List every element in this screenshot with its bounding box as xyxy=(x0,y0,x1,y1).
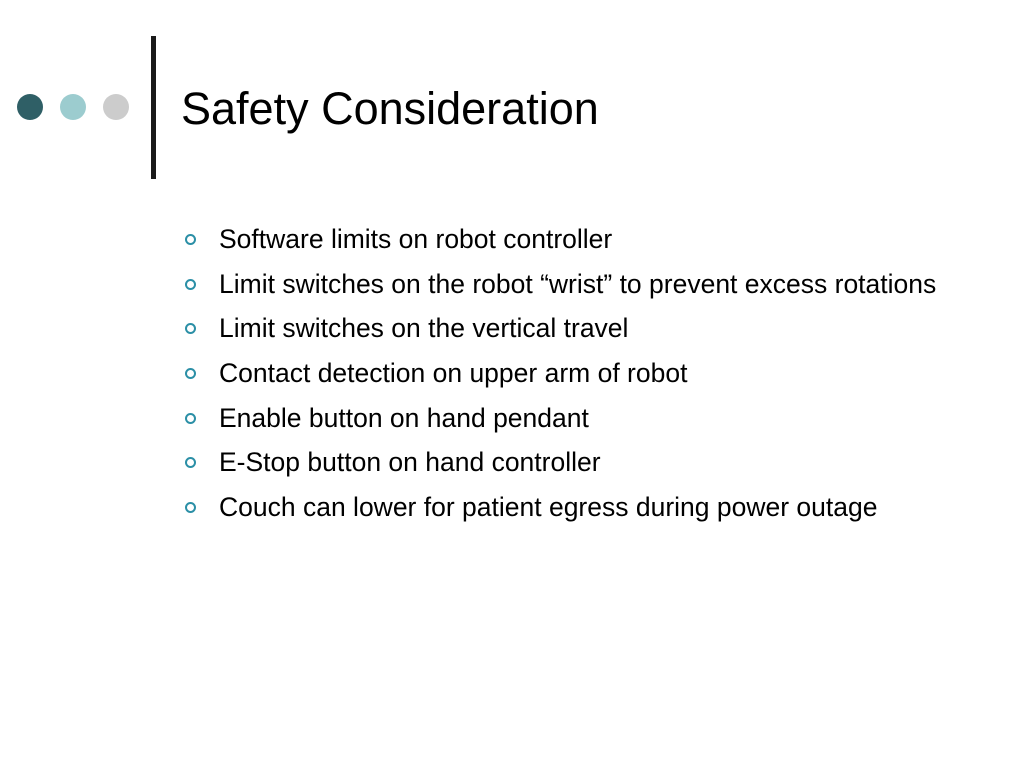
bullet-text: E-Stop button on hand controller xyxy=(219,447,601,478)
hollow-circle-bullet-icon xyxy=(185,234,196,245)
bullet-text: Limit switches on the vertical travel xyxy=(219,313,629,344)
bullet-item xyxy=(182,221,962,258)
hollow-circle-bullet-icon xyxy=(185,457,196,468)
slide-title: Safety Consideration xyxy=(181,83,599,134)
bullet-item xyxy=(182,310,962,347)
bullet-text: Contact detection on upper arm of robot xyxy=(219,358,688,389)
hollow-circle-bullet-icon xyxy=(185,323,196,334)
bullet-item xyxy=(182,444,962,481)
bullet-text: Enable button on hand pendant xyxy=(219,402,589,433)
dot-grey-icon xyxy=(103,94,129,120)
hollow-circle-bullet-icon xyxy=(185,368,196,379)
bullet-text: Software limits on robot controller xyxy=(219,224,613,254)
dot-teal-icon xyxy=(60,94,86,120)
hollow-circle-bullet-icon xyxy=(185,502,196,513)
bullet-list xyxy=(182,221,962,534)
bullet-item xyxy=(182,266,962,303)
hollow-circle-bullet-icon xyxy=(185,279,196,290)
bullet-item xyxy=(182,355,962,392)
bullet-item xyxy=(182,489,962,526)
hollow-circle-bullet-icon xyxy=(185,413,196,424)
bullet-text: Limit switches on the robot “wrist” to prevent excess rotations xyxy=(219,268,937,299)
bullet-text: Couch can lower for patient egress during power outage xyxy=(219,492,878,523)
dot-dark-icon xyxy=(17,94,43,120)
title-divider xyxy=(151,36,156,179)
bullet-item xyxy=(182,400,962,437)
